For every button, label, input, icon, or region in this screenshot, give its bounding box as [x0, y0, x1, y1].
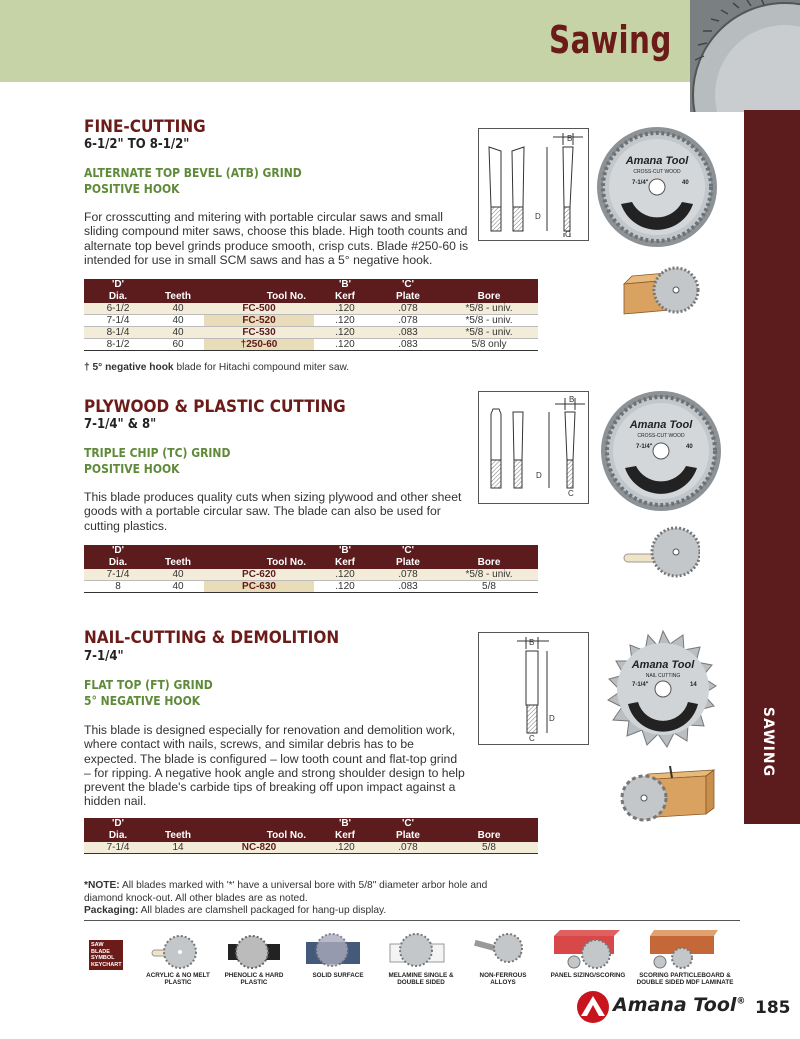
tooth-profile-diagram: [478, 128, 589, 241]
application-illustration-plastic: [620, 526, 700, 582]
section-title-fine-cutting: FINE-CUTTING: [84, 117, 206, 137]
hook-type-nail-cutting: 5° NEGATIVE HOOK: [84, 694, 201, 708]
diameter-label: D: [535, 212, 541, 221]
table-row: 8-1/4 40 FC-530 .120 .083 *5/8 - univ.: [84, 327, 538, 339]
legend-label: SOLID SURFACE: [312, 972, 364, 979]
grind-type-fine-cutting: ALTERNATE TOP BEVEL (ATB) GRIND: [84, 166, 302, 180]
spec-table-fine-cutting: [84, 279, 538, 351]
kerf-label: B: [529, 638, 535, 647]
blade-photo-pc: [600, 390, 722, 512]
table-header-row: 'D' 'B' 'C': [84, 545, 538, 557]
section-title-nail-cutting: NAIL-CUTTING & DEMOLITION: [84, 628, 340, 648]
header-blade-photo: [690, 0, 800, 112]
page-number: 185: [755, 998, 791, 1018]
table-row: 8-1/2 60 †250-60 .120 .083 5/8 only: [84, 339, 538, 351]
table-header-row: Dia. Teeth Tool No. Kerf Plate Bore: [84, 557, 538, 569]
tool-number: †250-60: [204, 339, 314, 351]
section-size-nail-cutting: 7-1/4": [84, 649, 124, 664]
legend-label: MELAMINE SINGLE & DOUBLE SIDED: [388, 972, 454, 986]
svg-text:40: 40: [682, 180, 689, 186]
tool-number: FC-520: [204, 315, 314, 327]
acrylic-icon: [148, 932, 208, 970]
svg-text:Amana Tool: Amana Tool: [631, 659, 695, 671]
divider: [84, 920, 740, 921]
tool-number: FC-500: [204, 303, 314, 315]
svg-text:Amana Tool: Amana Tool: [629, 419, 693, 431]
description-plywood: This blade produces quality cuts when sizing plywood and other sheet goods with a portable circular saw. The blade can also be used for cutting plastics.: [84, 490, 462, 533]
spec-table-nail-cutting: [84, 818, 538, 854]
keychart-label: SAW BLADE SYMBOL KEYCHART: [89, 940, 123, 970]
blade-photo-nc: [604, 630, 722, 748]
table-header-row: 'D' 'B' 'C': [84, 279, 538, 291]
grind-type-plywood: TRIPLE CHIP (TC) GRIND: [84, 446, 231, 460]
packaging-note: Packaging: All blades are clamshell packaged for hang-up display.: [84, 905, 387, 916]
spec-table-plywood: [84, 545, 538, 593]
table-row: 8 40 PC-630 .120 .083 5/8: [84, 581, 538, 593]
section-size-plywood: 7-1/4" & 8": [84, 417, 157, 432]
svg-text:7-1/4": 7-1/4": [632, 180, 649, 186]
page-title: Sawing: [549, 18, 672, 62]
tooth-profile-diagram: [478, 391, 589, 504]
diameter-label: D: [549, 714, 555, 723]
scoring-particleboard-icon: [640, 928, 720, 970]
table-row: 7-1/4 40 FC-520 .120 .078 *5/8 - univ.: [84, 315, 538, 327]
description-fine-cutting: For crosscutting and mitering with portable circular saws and small sliding compound miter saws, choose this blade. High tooth counts and alternate top bevel grinds produce smooth, crisp cuts. Blade #250-60 is intended for use in small SCM saws and has a 5° negative hook.: [84, 210, 469, 267]
legend-label: SCORING PARTICLEBOARD & DOUBLE SIDED MDF LAMINATE: [636, 972, 734, 986]
hook-type-fine-cutting: POSITIVE HOOK: [84, 182, 180, 196]
melamine-icon: [388, 932, 446, 970]
legend-label: PHENOLIC & HARD PLASTIC: [224, 972, 284, 986]
footnote-fine-cutting: † 5° negative hook blade for Hitachi compound miter saw.: [84, 362, 350, 373]
table-row: 6-1/2 40 FC-500 .120 .078 *5/8 - univ.: [84, 303, 538, 315]
table-header-row: Dia. Teeth Tool No. Kerf Plate Bore: [84, 830, 538, 842]
tool-number: PC-620: [204, 569, 314, 581]
solid-surface-icon: [304, 932, 362, 970]
brand-logo-icon: [576, 990, 610, 1024]
svg-text:NAIL CUTTING: NAIL CUTTING: [645, 673, 681, 679]
svg-text:7-1/4": 7-1/4": [636, 444, 653, 450]
legend-label: PANEL SIZING/SCORING: [550, 972, 626, 979]
legend-label: ACRYLIC & NO MELT PLASTIC: [146, 972, 210, 986]
tooth-profile-diagram: [478, 632, 589, 745]
table-header-row: 'D' 'B' 'C': [84, 818, 538, 830]
hook-type-plywood: POSITIVE HOOK: [84, 462, 180, 476]
svg-text:7-1/4": 7-1/4": [632, 682, 649, 688]
universal-bore-note: *NOTE: All blades marked with '*' have a universal bore with 5/8" diameter arbor hole and diamond knock-out. All other blades are as noted.: [84, 880, 488, 904]
side-tab-label: SAWING: [760, 706, 776, 778]
svg-text:Amana Tool: Amana Tool: [625, 155, 689, 167]
footer-brand: Amana Tool®: [613, 994, 746, 1016]
diameter-label: D: [536, 471, 542, 480]
tool-number: PC-630: [204, 581, 314, 593]
description-nail-cutting: This blade is designed especially for renovation and demolition work, where contact with nails, screws, and similar debris has to be expected. The blade is configured – low tooth count and flat-top grind – for ripping. A negative hook angle and strong shoulder design to help prevent the blade's carbide tips of breaking off upon impact against a hidden nail.: [84, 723, 465, 809]
table-row: 7-1/4 40 PC-620 .120 .078 *5/8 - univ.: [84, 569, 538, 581]
svg-text:40: 40: [686, 444, 693, 450]
phenolic-icon: [226, 932, 282, 970]
grind-type-nail-cutting: FLAT TOP (FT) GRIND: [84, 678, 213, 692]
section-title-plywood: PLYWOOD & PLASTIC CUTTING: [84, 397, 346, 417]
section-size-fine-cutting: 6-1/2" TO 8-1/2": [84, 137, 190, 152]
legend-label: NON-FERROUS ALLOYS: [479, 972, 527, 986]
panel-sizing-icon: [552, 928, 622, 970]
svg-text:CROSS-CUT WOOD: CROSS-CUT WOOD: [633, 169, 681, 175]
non-ferrous-icon: [470, 930, 530, 970]
plate-label: C: [568, 489, 574, 498]
plate-label: C: [565, 230, 571, 239]
table-header-row: Dia. Teeth Tool No. Kerf Plate Bore: [84, 291, 538, 303]
tool-number: FC-530: [204, 327, 314, 339]
application-illustration-crosscut: [620, 262, 700, 324]
kerf-label: B: [569, 395, 575, 404]
table-row: 7-1/4 14 NC-820 .120 .078 5/8: [84, 842, 538, 854]
plate-label: C: [529, 734, 535, 743]
application-illustration-nail: [620, 764, 718, 830]
svg-text:14: 14: [690, 682, 697, 688]
kerf-label: B: [567, 134, 573, 143]
blade-photo-fc: [596, 126, 718, 248]
tool-number: NC-820: [204, 842, 314, 854]
svg-text:CROSS-CUT WOOD: CROSS-CUT WOOD: [637, 433, 685, 439]
